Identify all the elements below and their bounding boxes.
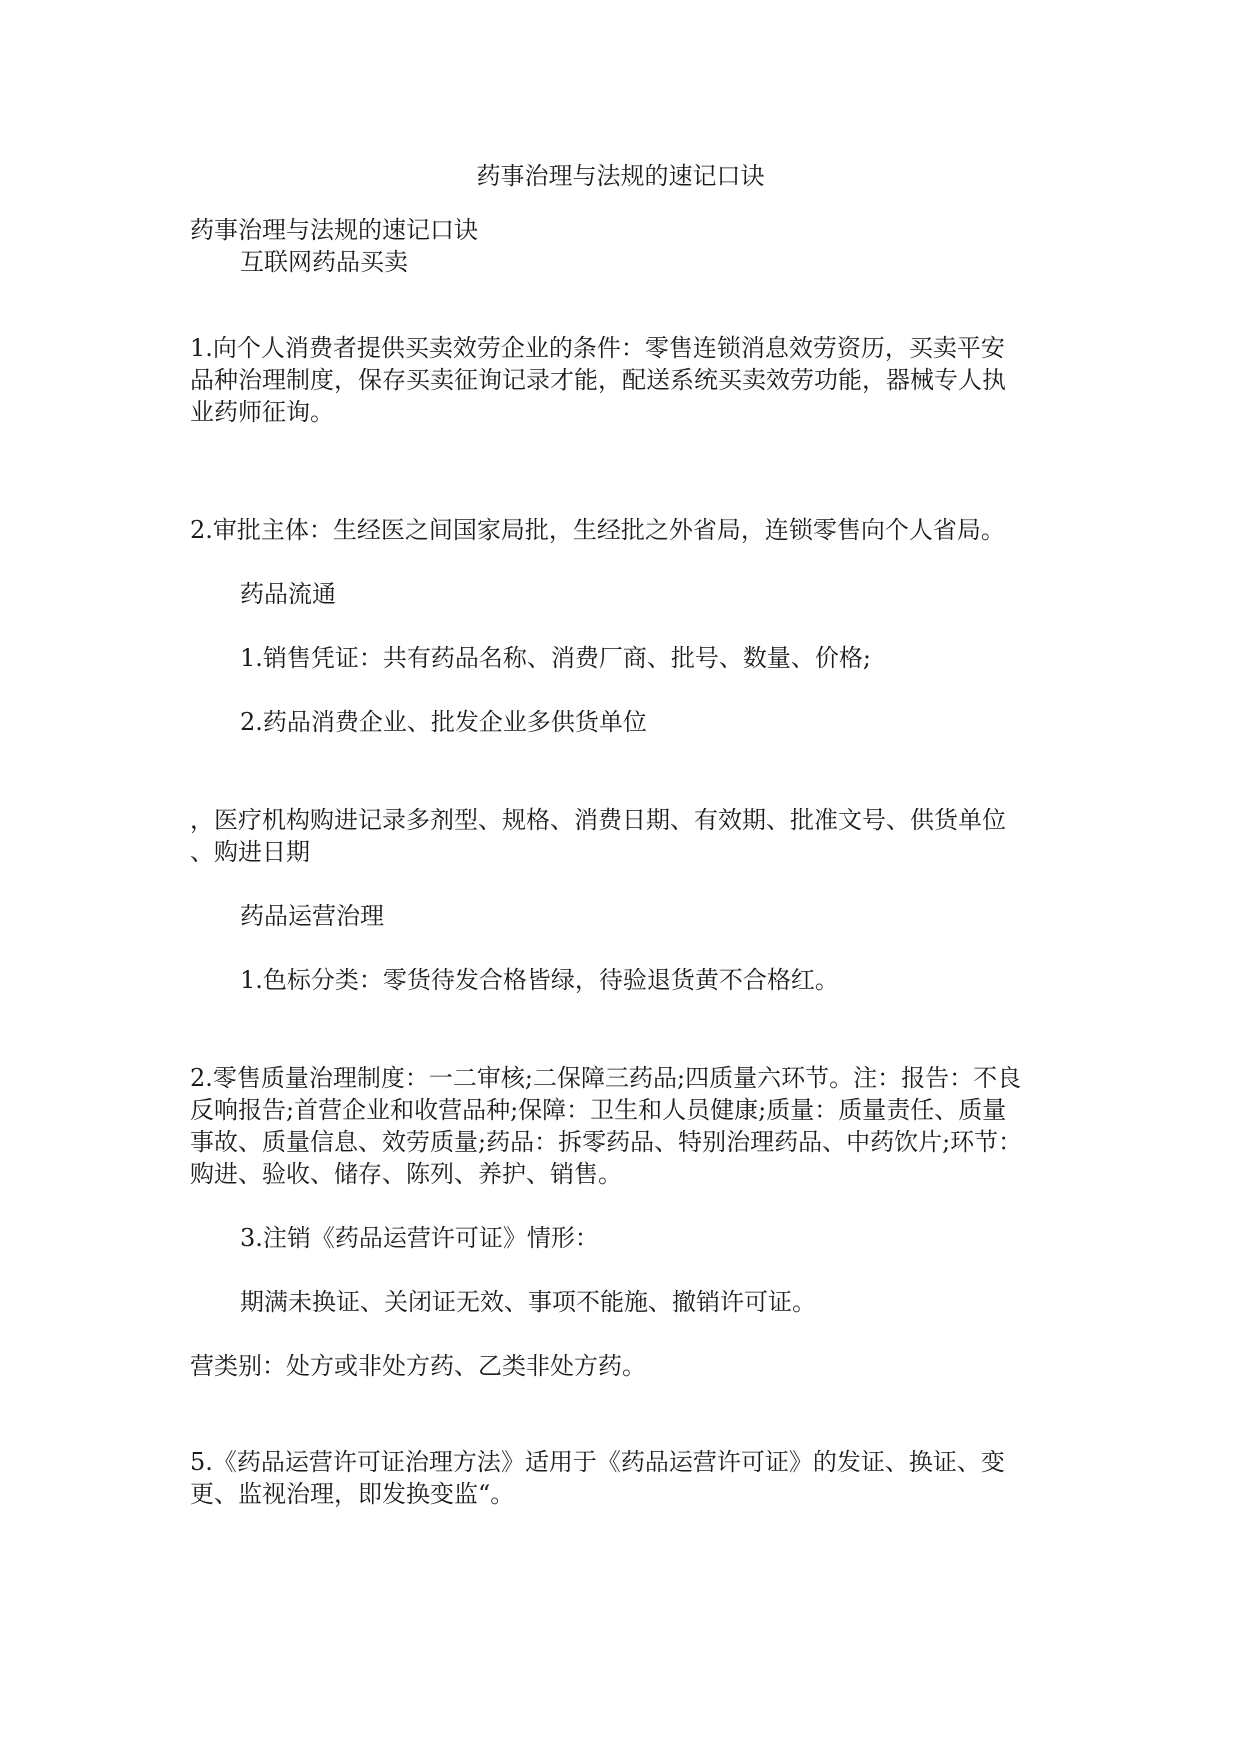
document-title: 药事治理与法规的速记口诀: [476, 162, 765, 190]
paragraph-line: 更、监视治理，即发换变监“。: [190, 1480, 515, 1508]
paragraph-line: 5.《药品运营许可证治理方法》适用于《药品运营许可证》的发证、换证、变: [190, 1448, 1005, 1476]
paragraph-line: 、购进日期: [190, 838, 310, 866]
paragraph-line: 2.审批主体：生经医之间国家局批，生经批之外省局，连锁零售向个人省局。: [190, 516, 1005, 544]
paragraph-line: 品种治理制度，保存买卖征询记录才能，配送系统买卖效劳功能，器械专人执: [190, 366, 1006, 394]
paragraph-line: 事故、质量信息、效劳质量;药品：拆零药品、特别治理药品、中药饮片;环节：: [190, 1128, 1023, 1156]
section-heading-drug-operation: 药品运营治理: [240, 902, 384, 930]
paragraph-line: 2.药品消费企业、批发企业多供货单位: [240, 708, 647, 736]
paragraph-line: 业药师征询。: [190, 398, 334, 426]
section-heading-drug-circulation: 药品流通: [240, 580, 336, 608]
paragraph-line: ，医疗机构购进记录多剂型、规格、消费日期、有效期、批准文号、供货单位: [190, 806, 1006, 834]
paragraph-line: 期满未换证、关闭证无效、事项不能施、撤销许可证。: [240, 1288, 816, 1316]
paragraph-line: 购进、验收、储存、陈列、养护、销售。: [190, 1160, 622, 1188]
paragraph-line: 1.向个人消费者提供买卖效劳企业的条件：零售连锁消息效劳资历，买卖平安: [190, 334, 1005, 362]
paragraph-line: 3.注销《药品运营许可证》情形：: [240, 1224, 599, 1252]
paragraph-line: 2.零售质量治理制度：一二审核;二保障三药品;四质量六环节。注：报告：不良: [190, 1064, 1022, 1092]
document-subtitle: 药事治理与法规的速记口诀: [190, 216, 478, 244]
paragraph-line: 1.销售凭证：共有药品名称、消费厂商、批号、数量、价格;: [240, 644, 871, 672]
paragraph-line: 1.色标分类：零货待发合格皆绿，待验退货黄不合格红。: [240, 966, 839, 994]
paragraph-line: 反响报告;首营企业和收营品种;保障：卫生和人员健康;质量：质量责任、质量: [190, 1096, 1007, 1124]
section-heading-internet-trade: 互联网药品买卖: [240, 248, 408, 276]
paragraph-line: 营类别：处方或非处方药、乙类非处方药。: [190, 1352, 646, 1380]
